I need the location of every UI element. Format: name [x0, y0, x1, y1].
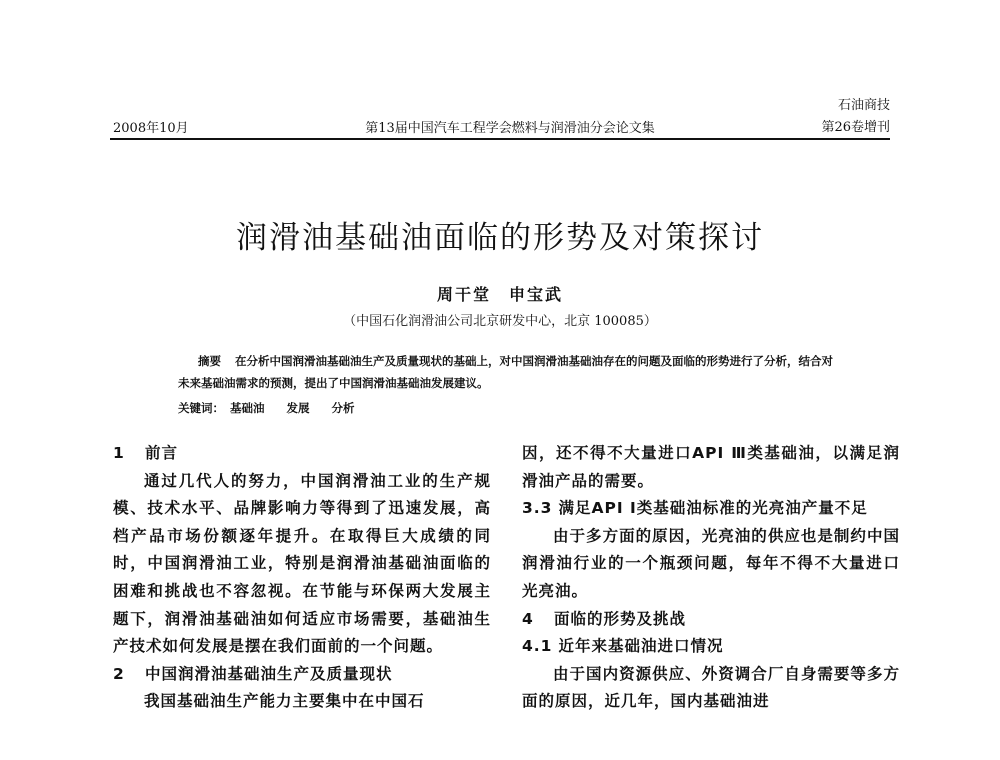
article-authors: 周干堂 申宝武 — [436, 285, 563, 304]
paragraph: 我国基础油生产能力主要集中在中国石 — [144, 692, 425, 711]
header-rule — [110, 138, 890, 140]
article-title: 润滑油基础油面临的形势及对策探讨 — [236, 220, 764, 256]
keyword: 发展 — [286, 401, 310, 415]
paragraph: 由于多方面的原因，光亮油的供应也是制约中国润滑油行业的一个瓶颈问题，每年不得不大量进口光亮油。 — [522, 526, 900, 600]
header-proceedings: 第13届中国汽车工程学会燃料与润滑油分会论文集 — [365, 121, 655, 136]
header-journal: 石油商技 — [837, 98, 890, 113]
header-date: 2008年10月 — [113, 121, 189, 136]
subsection-heading: 4.1 近年来基础油进口情况 — [522, 637, 724, 656]
keywords — [178, 400, 371, 416]
left-column — [113, 440, 491, 716]
abstract-text: 在分析中国润滑油基础油生产及质量现状的基础上，对中国润滑油基础油存在的问题及面临的形势进行了分析，结合对未来基础油需求的预测，提出了中国润滑油基础油发展建议。 — [178, 354, 833, 390]
abstract-label: 摘要 — [198, 354, 221, 368]
right-column — [522, 440, 900, 716]
section-heading: 3.3 满足API Ⅰ类基础油标准的光亮油产量不足 — [522, 499, 868, 518]
abstract — [178, 350, 840, 394]
keyword: 分析 — [331, 401, 355, 415]
header-journal-block — [821, 95, 890, 139]
article-affiliation: （中国石化润滑油公司北京研发中心，北京 100085） — [343, 314, 657, 329]
section-heading: 1 前言 — [113, 444, 179, 462]
paragraph: 由于国内资源供应、外资调合厂自身需要等多方面的原因，近几年，国内基础油进 — [522, 664, 900, 711]
paragraph: 因，还不得不大量进口API Ⅲ类基础油，以满足润滑油产品的需要。 — [522, 444, 900, 490]
header-volume: 第26卷增刊 — [821, 120, 890, 135]
paragraph: 通过几代人的努力，中国润滑油工业的生产规模、技术水平、品牌影响力等得到了迅速发展，高档产品市场份额逐年提升。在取得巨大成绩的同时，中国润滑油工业，特别是润滑油基础油面临的困难和挑战也不容忽视。在节能与环保两大发展主题下，润滑油基础油如何适应市场需要，基础油生产技术如何发展是摆在我们面前的一个问题。 — [113, 471, 491, 656]
keyword: 基础油 — [230, 401, 265, 415]
keywords-label: 关键词： — [178, 401, 224, 415]
section-heading: 2 中国润滑油基础油生产及质量现状 — [113, 664, 393, 683]
section-heading: 4 面临的形势及挑战 — [522, 609, 687, 628]
